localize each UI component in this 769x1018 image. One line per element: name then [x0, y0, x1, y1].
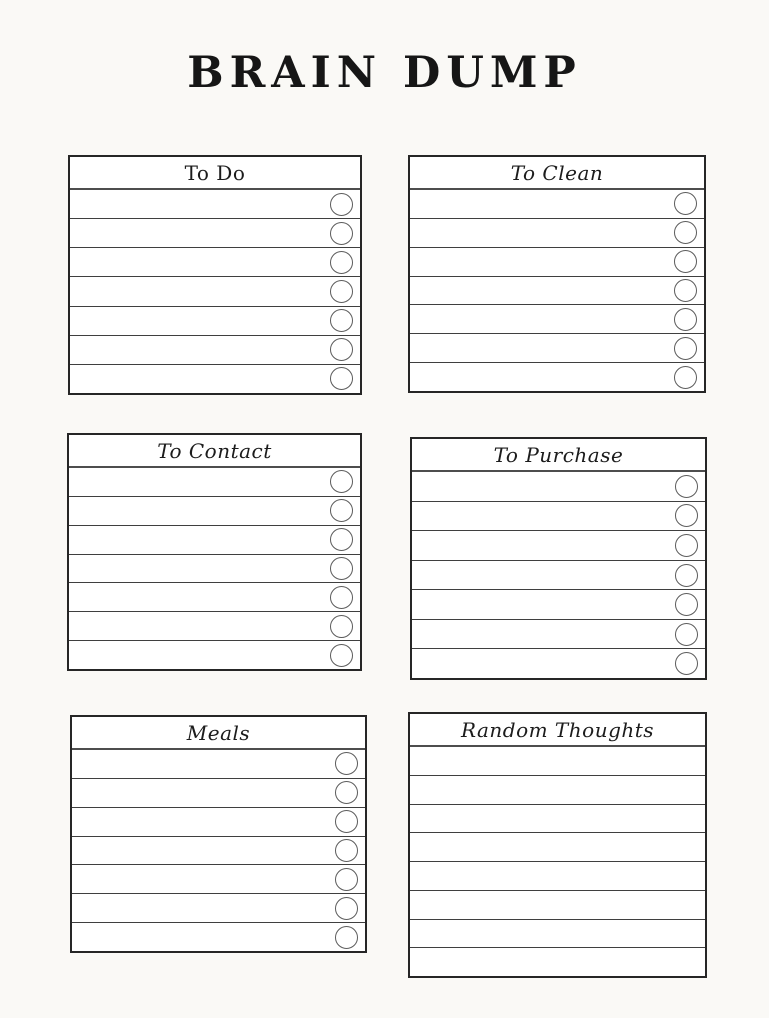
- section-random-thoughts: [408, 712, 707, 978]
- writing-line-row: [410, 775, 705, 804]
- list-row: [412, 619, 705, 649]
- list-row: [72, 893, 365, 922]
- checkbox-circle: [330, 222, 353, 245]
- list-row: [69, 554, 360, 583]
- list-row: [69, 525, 360, 554]
- checkbox-circle: [674, 192, 697, 215]
- list-row: [412, 648, 705, 678]
- writing-line-row: [410, 804, 705, 833]
- section-to-purchase-title: To Purchase: [493, 442, 624, 467]
- list-row: [70, 364, 360, 393]
- list-row: [72, 750, 365, 778]
- list-row: [69, 496, 360, 525]
- checkbox-circle: [674, 221, 697, 244]
- list-row: [70, 190, 360, 218]
- checkbox-circle: [675, 504, 698, 527]
- checkbox-circle: [330, 193, 353, 216]
- checkbox-circle: [330, 615, 353, 638]
- checkbox-circle: [674, 337, 697, 360]
- list-row: [410, 218, 704, 247]
- list-row: [410, 362, 704, 391]
- section-to-clean-header: [410, 157, 704, 190]
- list-row: [412, 589, 705, 619]
- section-to-contact-rows: [69, 468, 360, 669]
- list-row: [72, 807, 365, 836]
- list-row: [412, 472, 705, 501]
- section-meals: [70, 715, 367, 953]
- list-row: [70, 306, 360, 335]
- list-row: [410, 247, 704, 276]
- checkbox-circle: [675, 534, 698, 557]
- section-to-clean-rows: [410, 190, 704, 391]
- list-row: [72, 836, 365, 865]
- writing-line-row: [410, 747, 705, 775]
- checkbox-circle: [675, 652, 698, 675]
- list-row: [412, 560, 705, 590]
- checkbox-circle: [335, 810, 358, 833]
- checkbox-circle: [330, 367, 353, 390]
- list-row: [410, 333, 704, 362]
- checkbox-circle: [330, 309, 353, 332]
- section-to-contact-header: [69, 435, 360, 468]
- section-to-do-rows: [70, 190, 360, 393]
- section-to-do-header: [70, 157, 360, 190]
- writing-line-row: [410, 947, 705, 976]
- writing-line-row: [410, 832, 705, 861]
- writing-line-row: [410, 890, 705, 919]
- checkbox-circle: [330, 586, 353, 609]
- checkbox-circle: [330, 528, 353, 551]
- list-row: [70, 218, 360, 247]
- section-to-contact-title: To Contact: [157, 438, 272, 463]
- list-row: [69, 611, 360, 640]
- section-to-contact: [67, 433, 362, 671]
- list-row: [69, 640, 360, 669]
- section-meals-rows: [72, 750, 365, 951]
- list-row: [69, 468, 360, 496]
- writing-line-row: [410, 919, 705, 948]
- list-row: [72, 864, 365, 893]
- checkbox-circle: [674, 308, 697, 331]
- section-random-thoughts-rows: [410, 747, 705, 976]
- section-to-clean: [408, 155, 706, 393]
- checkbox-circle: [330, 644, 353, 667]
- list-row: [72, 922, 365, 951]
- section-to-do-title: To Do: [184, 160, 246, 185]
- section-meals-title: Meals: [186, 720, 251, 745]
- section-to-purchase-rows: [412, 472, 705, 678]
- section-to-do: [68, 155, 362, 395]
- checkbox-circle: [335, 868, 358, 891]
- checkbox-circle: [675, 623, 698, 646]
- list-row: [410, 276, 704, 305]
- checkbox-circle: [330, 557, 353, 580]
- section-to-purchase-header: [412, 439, 705, 472]
- list-row: [70, 335, 360, 364]
- list-row: [70, 276, 360, 305]
- section-random-thoughts-header: [410, 714, 705, 747]
- checkbox-circle: [674, 279, 697, 302]
- checkbox-circle: [335, 781, 358, 804]
- checkbox-circle: [335, 926, 358, 949]
- checkbox-circle: [675, 564, 698, 587]
- list-row: [69, 582, 360, 611]
- list-row: [70, 247, 360, 276]
- section-to-purchase: [410, 437, 707, 680]
- checkbox-circle: [335, 752, 358, 775]
- checkbox-circle: [675, 475, 698, 498]
- checkbox-circle: [330, 470, 353, 493]
- checkbox-circle: [330, 499, 353, 522]
- checkbox-circle: [335, 897, 358, 920]
- list-row: [72, 778, 365, 807]
- section-to-clean-title: To Clean: [510, 160, 604, 185]
- writing-line-row: [410, 861, 705, 890]
- checkbox-circle: [675, 593, 698, 616]
- section-random-thoughts-title: Random Thoughts: [460, 717, 655, 742]
- checkbox-circle: [330, 251, 353, 274]
- checkbox-circle: [330, 280, 353, 303]
- list-row: [410, 190, 704, 218]
- checkbox-circle: [330, 338, 353, 361]
- checkbox-circle: [335, 839, 358, 862]
- checkbox-circle: [674, 366, 697, 389]
- page-title: BRAIN DUMP: [187, 48, 582, 98]
- list-row: [410, 304, 704, 333]
- section-meals-header: [72, 717, 365, 750]
- checkbox-circle: [674, 250, 697, 273]
- list-row: [412, 501, 705, 531]
- list-row: [412, 530, 705, 560]
